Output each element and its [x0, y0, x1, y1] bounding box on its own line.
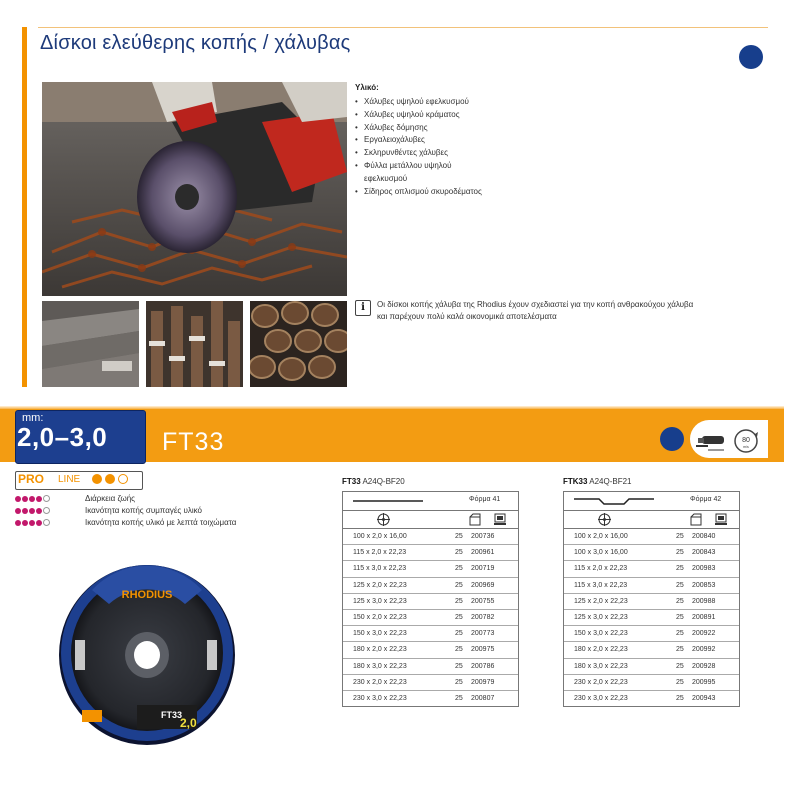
cell-quantity: 25 — [676, 662, 684, 670]
cell-article-number: 200843 — [692, 549, 716, 557]
steel-plates-photo — [42, 301, 139, 387]
header-rule — [38, 27, 768, 28]
cell-dimensions: 125 x 3,0 x 22,23 — [353, 597, 407, 605]
cell-dimensions: 230 x 2,0 x 22,23 — [574, 678, 628, 686]
rating-dot — [29, 508, 35, 514]
table-row — [564, 691, 739, 706]
cell-quantity: 25 — [676, 630, 684, 638]
rating-dot — [43, 519, 50, 526]
table-row — [343, 626, 518, 642]
rating-dot — [36, 520, 42, 526]
cell-dimensions: 115 x 2,0 x 22,23 — [353, 549, 407, 557]
material-item: • Σίδηρος οπλισμού σκυροδέματος — [355, 186, 490, 199]
rating-dot — [22, 508, 28, 514]
material-item-text: Χάλυβες υψηλού κράματος — [364, 109, 460, 119]
cell-dimensions: 100 x 2,0 x 16,00 — [353, 533, 407, 540]
cell-article-number: 200807 — [471, 694, 495, 702]
package-icon — [469, 513, 481, 526]
form-label: Φόρμα 42 — [690, 496, 722, 503]
cell-dimensions: 180 x 2,0 x 22,23 — [574, 646, 628, 654]
table-row — [564, 610, 739, 626]
cell-article-number: 200786 — [471, 662, 495, 670]
rating-dot — [15, 496, 21, 502]
rating-dot — [36, 496, 42, 502]
cell-dimensions: 180 x 3,0 x 22,23 — [353, 662, 407, 670]
cell-quantity: 25 — [676, 678, 684, 686]
cell-dimensions: 125 x 3,0 x 22,23 — [574, 613, 628, 621]
rating-dot — [29, 496, 35, 502]
table-body — [564, 529, 739, 706]
rating-dots — [15, 518, 71, 527]
proline-label-line: LINE — [58, 474, 81, 485]
cell-article-number: 200975 — [471, 646, 495, 654]
rating-dot — [22, 496, 28, 502]
dimensions-icon — [598, 513, 611, 526]
table-code: FTK33 — [563, 477, 588, 486]
cell-dimensions: 100 x 2,0 x 16,00 — [574, 533, 628, 540]
cell-article-number: 200891 — [692, 613, 716, 621]
table-row — [343, 529, 518, 545]
cutting-disc-image — [57, 560, 237, 746]
cell-quantity: 25 — [455, 597, 463, 605]
cell-article-number: 200995 — [692, 678, 716, 686]
cell-quantity: 25 — [455, 581, 463, 589]
disc-model: FT33 — [161, 710, 183, 720]
size-unit-label: mm: — [22, 412, 44, 424]
flat-disc-profile-icon — [353, 498, 423, 504]
rating-label: Ικανότητα κοπής συμπαγές υλικό — [85, 506, 202, 515]
rating-dot — [29, 520, 35, 526]
info-icon: i — [355, 300, 371, 316]
rating-dots — [15, 494, 71, 503]
rating-label: Ικανότητα κοπής υλικό με λεπτά τοιχώματα — [85, 518, 237, 527]
material-item: • Χάλυβες υψηλού εφελκυσμού — [355, 96, 490, 109]
material-item: • Σκληρυνθέντες χάλυβες — [355, 147, 490, 160]
cell-dimensions: 230 x 3,0 x 22,23 — [574, 694, 628, 702]
cell-dimensions: 115 x 3,0 x 22,23 — [574, 581, 628, 589]
cell-article-number: 200961 — [471, 549, 495, 557]
table-row — [343, 578, 518, 594]
cell-quantity: 25 — [455, 533, 463, 540]
cell-dimensions: 115 x 2,0 x 22,23 — [574, 565, 628, 573]
cell-dimensions: 150 x 3,0 x 22,23 — [353, 630, 407, 638]
cell-quantity: 25 — [455, 646, 463, 654]
cell-dimensions: 180 x 2,0 x 22,23 — [353, 646, 407, 654]
material-item: • Χάλυβες δόμησης — [355, 122, 490, 135]
depressed-centre-profile-icon — [574, 495, 654, 507]
cell-quantity: 25 — [455, 565, 463, 573]
cell-article-number: 200969 — [471, 581, 495, 589]
cell-dimensions: 115 x 3,0 x 22,23 — [353, 565, 407, 573]
cell-article-number: 200992 — [692, 646, 716, 654]
category-dot-small — [660, 427, 684, 451]
rating-label: Διάρκεια ζωής — [85, 494, 136, 503]
icon-header-row — [564, 511, 739, 529]
materials-heading: Υλικό: — [355, 83, 379, 92]
cell-quantity: 25 — [455, 630, 463, 638]
cell-quantity: 25 — [676, 533, 684, 540]
accent-bar — [22, 27, 27, 387]
cell-quantity: 25 — [676, 646, 684, 654]
cell-quantity: 25 — [455, 662, 463, 670]
table-row — [564, 594, 739, 610]
cell-article-number: 200782 — [471, 613, 495, 621]
cell-dimensions: 230 x 3,0 x 22,23 — [353, 694, 407, 702]
svg-text:80: 80 — [742, 437, 750, 444]
info-text — [377, 299, 757, 323]
rating-dot — [36, 508, 42, 514]
form-row — [564, 492, 739, 511]
rating-dot — [43, 495, 50, 502]
cell-article-number: 200719 — [471, 565, 495, 573]
product-table-ftk33 — [563, 491, 740, 707]
cell-article-number: 200979 — [471, 678, 495, 686]
table-row — [343, 642, 518, 658]
table-code: FT33 — [342, 477, 361, 486]
proline-dot — [92, 474, 102, 484]
cell-quantity: 25 — [676, 694, 684, 702]
disc-brand: RHODIUS — [121, 589, 173, 601]
material-item: • Φύλλα μετάλλου υψηλού εφελκυσμού — [355, 160, 490, 186]
cell-quantity: 25 — [676, 549, 684, 557]
table-row — [564, 578, 739, 594]
table-row — [343, 561, 518, 577]
proline-dot — [118, 474, 128, 484]
steel-beams-photo — [146, 301, 243, 387]
cell-article-number: 200736 — [471, 533, 495, 540]
rating-dot — [43, 507, 50, 514]
rating-row — [15, 506, 202, 515]
table-row — [564, 626, 739, 642]
cell-dimensions: 100 x 3,0 x 16,00 — [574, 549, 628, 557]
table-row — [343, 594, 518, 610]
rating-dot — [15, 520, 21, 526]
table-spec: A24Q-BF21 — [589, 477, 632, 486]
cell-quantity: 25 — [676, 597, 684, 605]
svg-text:m/s: m/s — [743, 445, 749, 449]
cell-article-number: 200928 — [692, 662, 716, 670]
article-number-icon — [715, 513, 727, 526]
rating-dots — [15, 506, 71, 515]
category-dot — [739, 45, 763, 69]
cell-dimensions: 150 x 2,0 x 22,23 — [353, 613, 407, 621]
table-title-ft33 — [342, 477, 405, 486]
table-row — [343, 691, 518, 706]
material-item: • Εργαλειοχάλυβες — [355, 134, 490, 147]
cell-article-number: 200773 — [471, 630, 495, 638]
cell-dimensions: 180 x 3,0 x 22,23 — [574, 662, 628, 670]
form-row — [343, 492, 518, 511]
rating-dot — [15, 508, 21, 514]
info-line-1: Οι δίσκοι κοπής χάλυβα της Rhodius έχουν σχεδιαστεί για την κοπή ανθρακούχου χάλυβα — [377, 300, 694, 309]
package-icon — [690, 513, 702, 526]
cell-quantity: 25 — [676, 613, 684, 621]
steel-pipes-photo — [250, 301, 347, 387]
cell-article-number: 200983 — [692, 565, 716, 573]
thickness-range: 2,0–3,0 — [17, 422, 108, 452]
product-code: FT33 — [162, 428, 225, 456]
table-row — [564, 642, 739, 658]
product-table-ft33 — [342, 491, 519, 707]
cell-article-number: 200988 — [692, 597, 716, 605]
cell-article-number: 200840 — [692, 533, 716, 540]
disc-thickness: 2,0 — [180, 716, 197, 730]
table-row — [564, 659, 739, 675]
material-item — [355, 109, 490, 122]
cell-article-number: 200943 — [692, 694, 716, 702]
info-line-2: και παρέχουν πολύ καλά οικονομικά αποτελέσματα — [377, 312, 557, 321]
angle-grinder-icon — [694, 432, 726, 452]
table-row — [343, 545, 518, 561]
cell-quantity: 25 — [455, 613, 463, 621]
rating-dot — [22, 520, 28, 526]
table-row — [564, 529, 739, 545]
cell-dimensions: 125 x 2,0 x 22,23 — [574, 597, 628, 605]
form-label: Φόρμα 41 — [469, 496, 501, 503]
table-spec: A24Q-BF20 — [362, 477, 405, 486]
rating-row — [15, 494, 135, 503]
main-photo — [42, 82, 347, 296]
proline-label-pro: PRO — [18, 472, 45, 486]
dimensions-icon — [377, 513, 390, 526]
rating-row — [15, 518, 236, 527]
page-title: Δίσκοι ελεύθερης κοπής / χάλυβας — [40, 32, 351, 54]
table-row — [343, 675, 518, 691]
max-speed-icon — [733, 428, 759, 454]
table-row — [343, 610, 518, 626]
article-number-icon — [494, 513, 506, 526]
proline-dot — [105, 474, 115, 484]
icon-header-row — [343, 511, 518, 529]
cell-dimensions: 125 x 2,0 x 22,23 — [353, 581, 407, 589]
cell-article-number: 200922 — [692, 630, 716, 638]
cell-quantity: 25 — [455, 678, 463, 686]
table-row — [564, 675, 739, 691]
table-title-ftk33 — [563, 477, 631, 486]
cell-quantity: 25 — [455, 694, 463, 702]
cell-dimensions: 150 x 3,0 x 22,23 — [574, 630, 628, 638]
cell-quantity: 25 — [455, 549, 463, 557]
materials-list — [355, 96, 490, 198]
cell-quantity: 25 — [676, 565, 684, 573]
table-row — [343, 659, 518, 675]
cell-quantity: 25 — [676, 581, 684, 589]
cell-article-number: 200853 — [692, 581, 716, 589]
cell-dimensions: 230 x 2,0 x 22,23 — [353, 678, 407, 686]
table-row — [564, 545, 739, 561]
table-row — [564, 561, 739, 577]
cell-article-number: 200755 — [471, 597, 495, 605]
table-body — [343, 529, 518, 706]
